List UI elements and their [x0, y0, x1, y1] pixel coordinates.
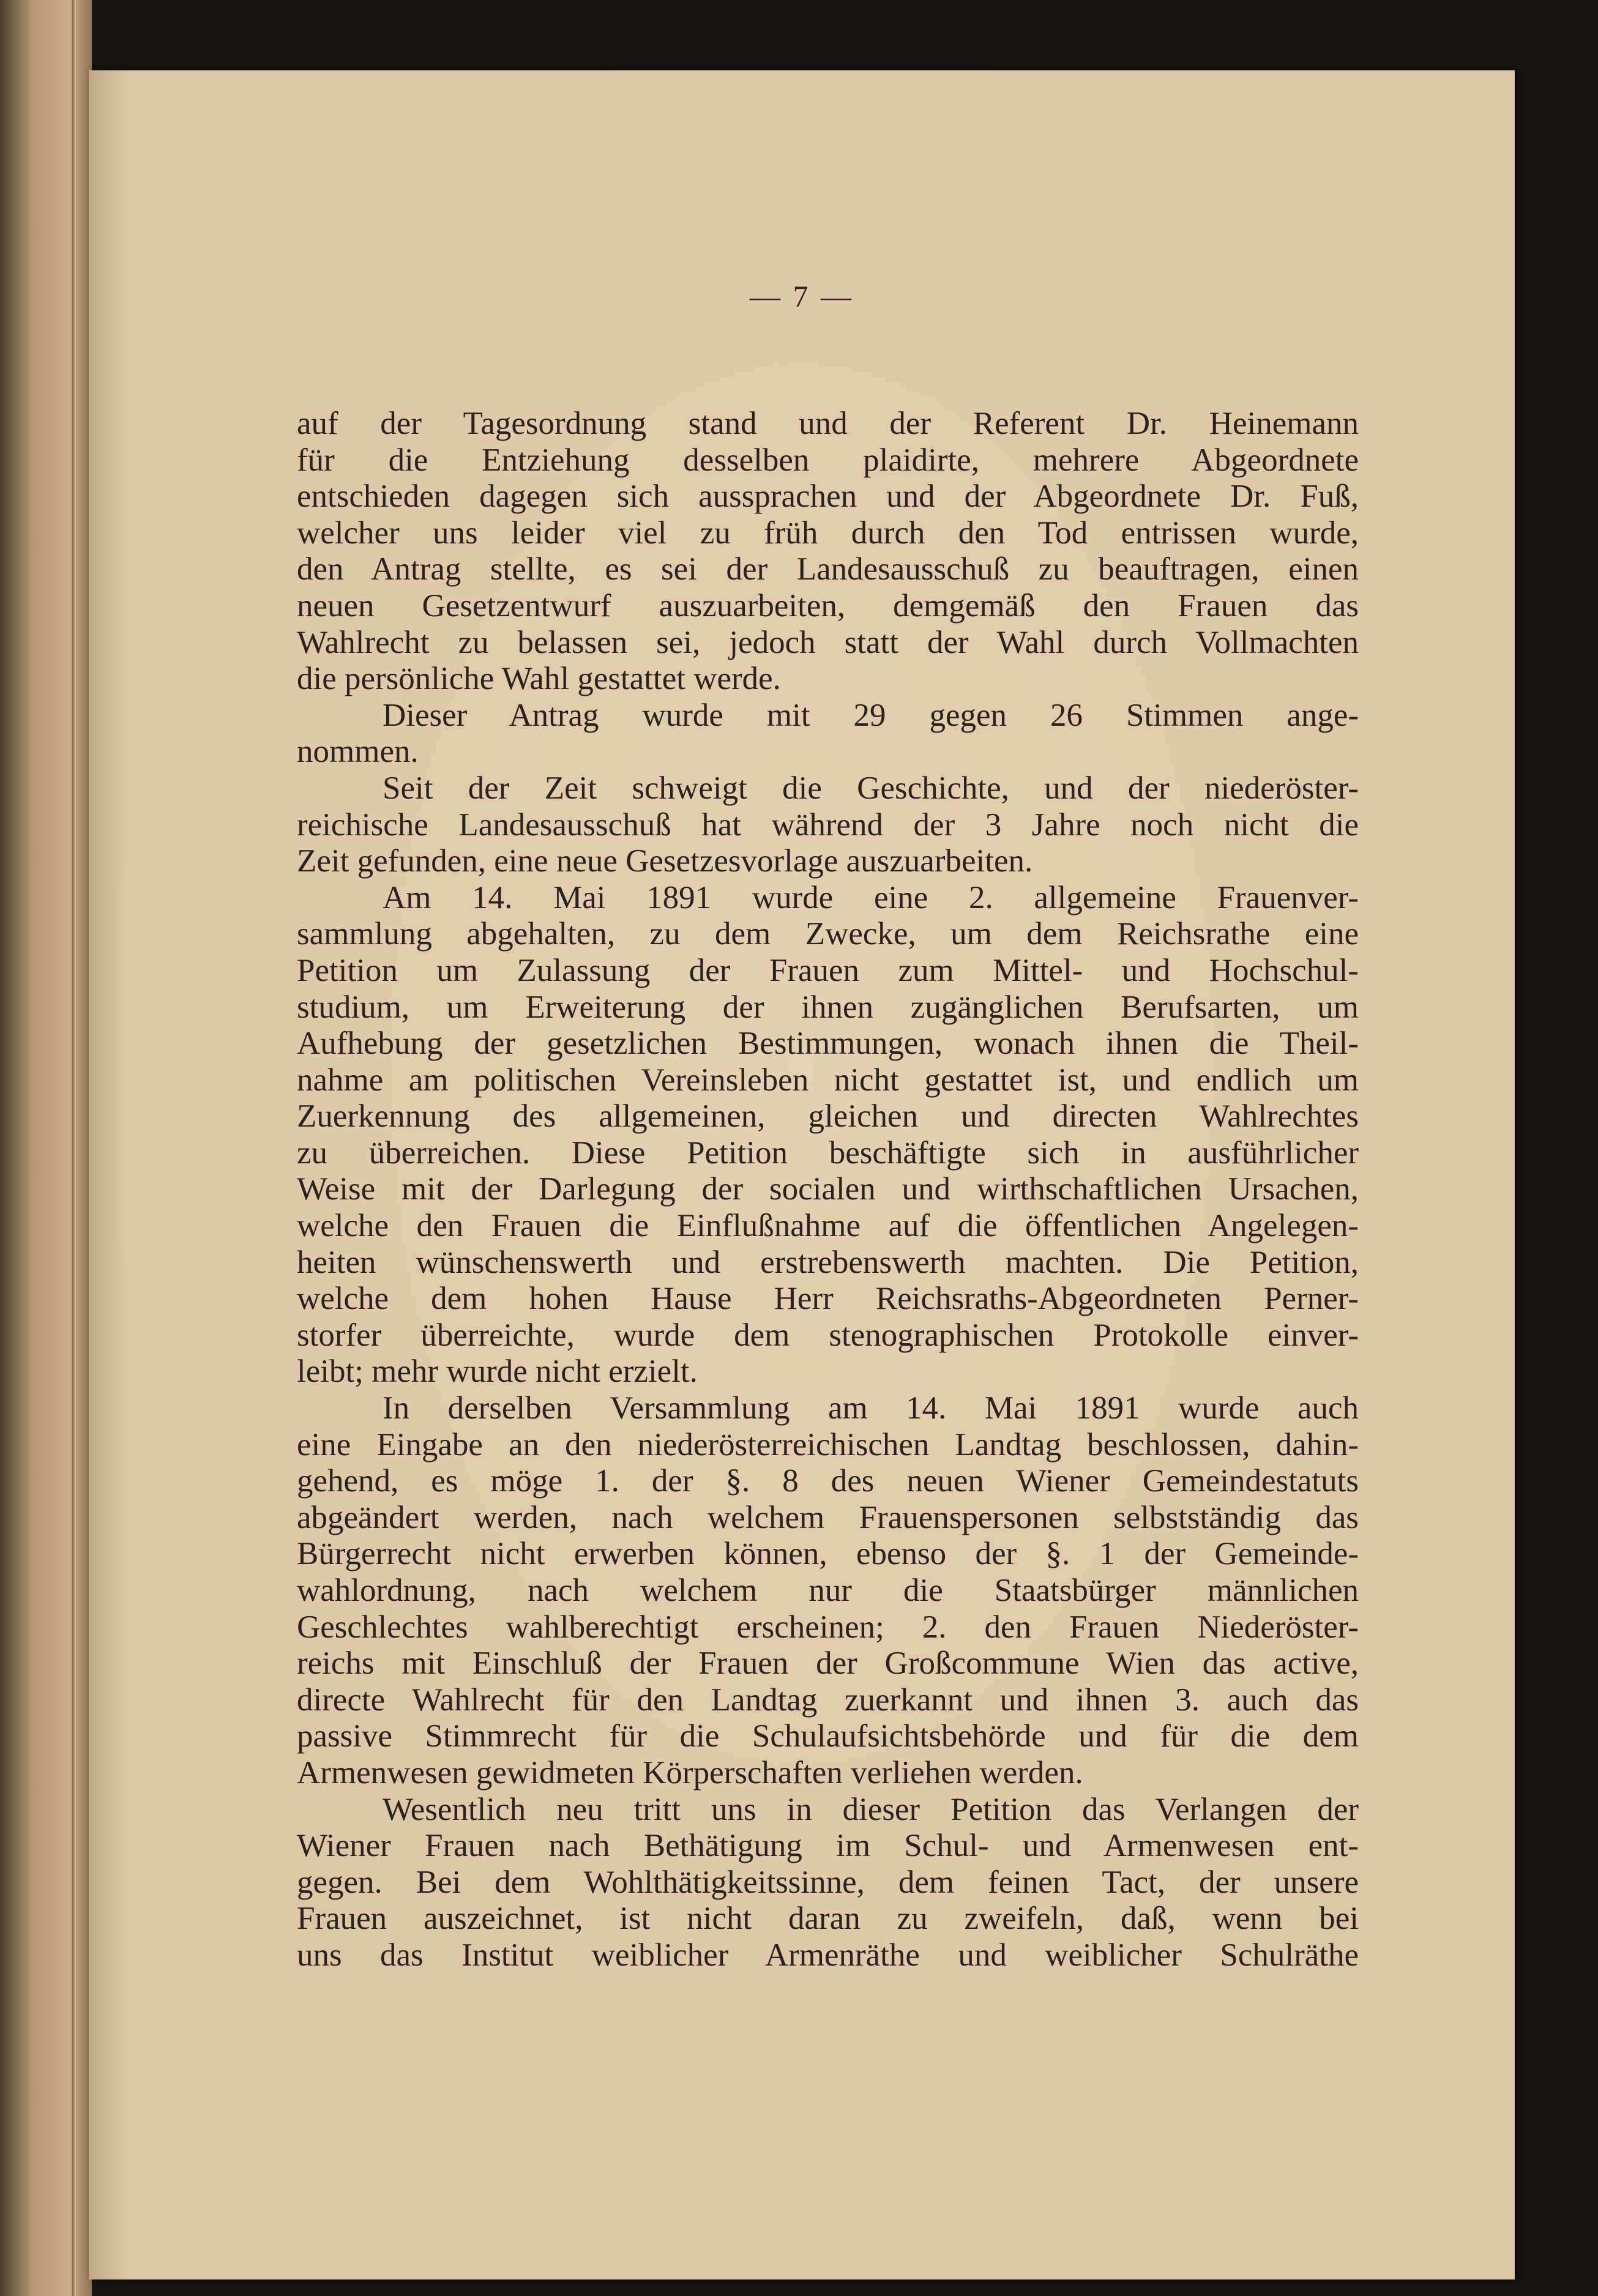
text-line: zu überreichen. Diese Petition beschäftigte sich in ausführlicher: [297, 1135, 1359, 1171]
text-line: Am 14. Mai 1891 wurde eine 2. allgemeine Frauenver-: [383, 879, 1359, 915]
text-line: sammlung abgehalten, zu dem Zwecke, um dem Reichsrathe eine: [297, 916, 1359, 952]
page-number: — 7 —: [750, 279, 854, 313]
text-line: Seit der Zeit schweigt die Geschichte, und der niederöster-: [383, 770, 1359, 806]
text-line: passive Stimmrecht für die Schulaufsichtsbehörde und für die dem: [297, 1718, 1359, 1754]
text-line: Dieser Antrag wurde mit 29 gegen 26 Stimmen ange-: [383, 697, 1359, 733]
text-line: Aufhebung der gesetzlichen Bestimmungen, wonach ihnen die Theil-: [297, 1026, 1359, 1062]
text-line: leibt; mehr wurde nicht erzielt.: [297, 1354, 698, 1390]
text-line: gegen. Bei dem Wohlthätigkeitssinne, dem feinen Tact, der unsere: [297, 1864, 1359, 1900]
facing-page-edge: [0, 0, 92, 2296]
book-page: [89, 70, 1515, 2279]
text-line: Frauen auszeichnet, ist nicht daran zu zweifeln, daß, wenn bei: [297, 1901, 1359, 1937]
text-line: welcher uns leider viel zu früh durch den Tod entrissen wurde,: [297, 515, 1359, 551]
text-line: studium, um Erweiterung der ihnen zugänglichen Berufsarten, um: [297, 989, 1359, 1025]
text-line: Weise mit der Darlegung der socialen und wirthschaftlichen Ursachen,: [297, 1171, 1359, 1207]
text-line: für die Entziehung desselben plaidirte, mehrere Abgeordnete: [297, 442, 1359, 478]
text-line: wahlordnung, nach welchem nur die Staatsbürger männlichen: [297, 1573, 1359, 1608]
text-line: heiten wünschenswerth und erstrebenswerth machten. Die Petition,: [297, 1244, 1359, 1280]
text-line: Zeit gefunden, eine neue Gesetzesvorlage auszuarbeiten.: [297, 843, 1033, 879]
text-line: Wahlrecht zu belassen sei, jedoch statt der Wahl durch Vollmachten: [297, 624, 1359, 660]
text-line: nommen.: [297, 734, 419, 770]
text-line: den Antrag stellte, es sei der Landesausschuß zu beauftragen, einen: [297, 551, 1359, 587]
text-line: Zuerkennung des allgemeinen, gleichen und directen Wahlrechtes: [297, 1098, 1359, 1135]
text-line: gehend, es möge 1. der §. 8 des neuen Wiener Gemeindestatuts: [297, 1463, 1359, 1499]
text-line: storfer überreichte, wurde dem stenographischen Protokolle einver-: [297, 1317, 1359, 1353]
text-line: welche den Frauen die Einflußnahme auf die öffentlichen Angelegen-: [297, 1208, 1359, 1244]
text-line: Wiener Frauen nach Bethätigung im Schul- und Armenwesen ent-: [297, 1828, 1359, 1864]
text-line: Petition um Zulassung der Frauen zum Mittel- und Hochschul-: [297, 952, 1359, 988]
page-gutter: [72, 0, 76, 2296]
text-line: directe Wahlrecht für den Landtag zuerkannt und ihnen 3. auch das: [297, 1682, 1359, 1718]
text-line: eine Eingabe an den niederösterreichischen Landtag beschlossen, dahin-: [297, 1426, 1359, 1463]
text-line: reichs mit Einschluß der Frauen der Großcommune Wien das active,: [297, 1646, 1359, 1682]
text-line: welche dem hohen Hause Herr Reichsraths-Abgeordneten Perner-: [297, 1281, 1359, 1317]
body-text: [297, 406, 1359, 1974]
text-line: auf der Tagesordnung stand und der Referent Dr. Heinemann: [297, 406, 1359, 441]
text-line: reichische Landesausschuß hat während der 3 Jahre noch nicht die: [297, 807, 1359, 843]
text-line: abgeändert werden, nach welchem Frauenspersonen selbstständig das: [297, 1499, 1359, 1535]
text-line: Bürgerrecht nicht erwerben können, ebenso der §. 1 der Gemeinde-: [297, 1536, 1359, 1572]
text-line: Geschlechtes wahlberechtigt erscheinen; 2. den Frauen Niederöster-: [297, 1609, 1359, 1645]
text-line: Wesentlich neu tritt uns in dieser Petition das Verlangen der: [383, 1791, 1359, 1827]
text-line: neuen Gesetzentwurf auszuarbeiten, demgemäß den Frauen das: [297, 587, 1359, 624]
text-line: uns das Institut weiblicher Armenräthe und weiblicher Schulräthe: [297, 1937, 1359, 1973]
text-line: nahme am politischen Vereinsleben nicht gestattet ist, und endlich um: [297, 1062, 1359, 1098]
text-line: In derselben Versammlung am 14. Mai 1891 wurde auch: [383, 1390, 1359, 1426]
text-line: Armenwesen gewidmeten Körperschaften verliehen werden.: [297, 1754, 1083, 1791]
text-line: die persönliche Wahl gestattet werde.: [297, 661, 781, 697]
text-line: entschieden dagegen sich aussprachen und der Abgeordnete Dr. Fuß,: [297, 479, 1359, 515]
